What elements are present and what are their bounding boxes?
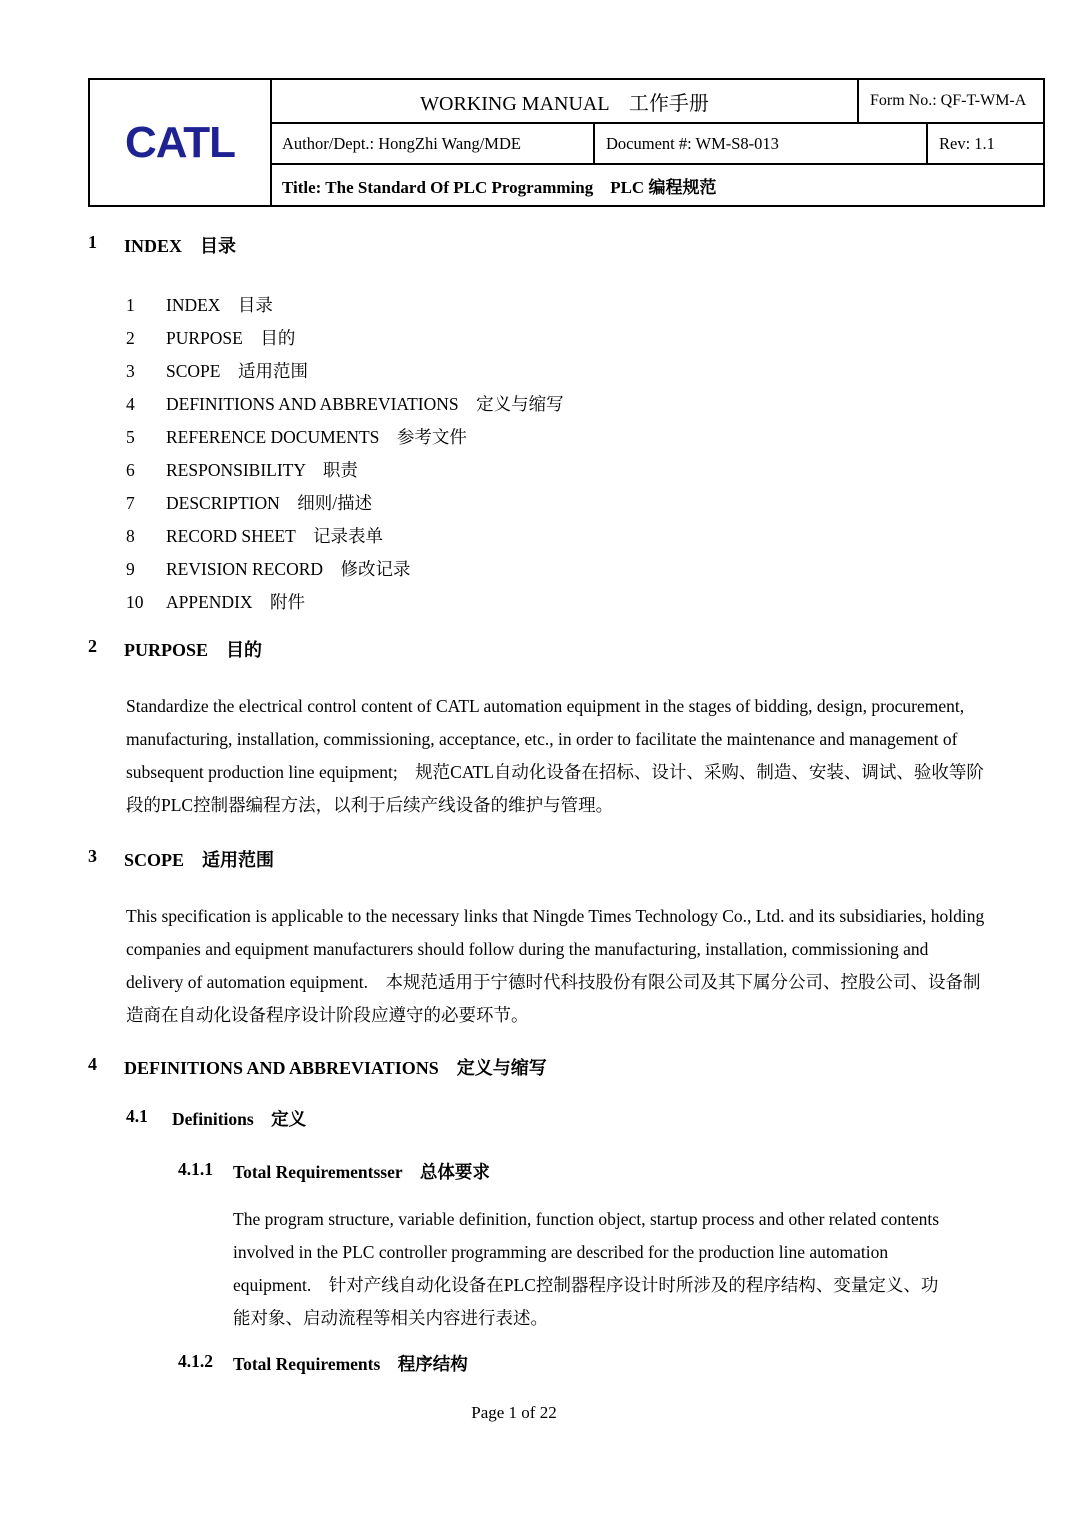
index-item-label: DEFINITIONS AND ABBREVIATIONS 定义与缩写	[166, 394, 564, 414]
index-item	[126, 454, 926, 487]
index-item-label: PURPOSE 目的	[166, 328, 296, 348]
index-item-number: 8	[126, 526, 135, 546]
section-heading-index	[88, 232, 988, 258]
revision: Rev: 1.1	[939, 133, 995, 153]
index-list	[126, 289, 926, 619]
section-number: 2	[88, 636, 97, 656]
index-item-number: 10	[126, 592, 144, 612]
subsection-heading-4-1-2	[178, 1351, 988, 1376]
index-item	[126, 289, 926, 322]
subsection-heading-4-1-1	[178, 1159, 988, 1184]
index-item-number: 7	[126, 493, 135, 513]
form-number: Form No.: QF-T-WM-A	[870, 92, 1027, 109]
header-right	[272, 80, 1043, 205]
author-dept: Author/Dept.: HongZhi Wang/MDE	[272, 124, 595, 163]
index-item	[126, 520, 926, 553]
section-title: Definitions 定义	[172, 1109, 307, 1129]
section-title: DEFINITIONS AND ABBREVIATIONS 定义与缩写	[124, 1058, 547, 1078]
index-item-number: 3	[126, 361, 135, 381]
section-heading-scope	[88, 846, 988, 872]
index-item	[126, 487, 926, 520]
section-number: 4	[88, 1054, 97, 1074]
total-requirements-paragraph: The program structure, variable definition, function object, startup process and other related contents involved in the PLC controller programming are described for the production line automation equipment. 针对产线自动化设备在PLC控制器程序设计时所涉及的程序结构、变量定义、功能对象、启动流程等相关内容进行表述。	[233, 1209, 944, 1328]
section-number: 1	[88, 232, 97, 252]
index-item-label: SCOPE 适用范围	[166, 361, 308, 381]
index-item-number: 4	[126, 394, 135, 414]
index-item-label: APPENDIX 附件	[166, 592, 306, 612]
logo-cell	[90, 80, 272, 205]
index-item-number: 2	[126, 328, 135, 348]
manual-title: WORKING MANUAL 工作手册	[272, 80, 859, 122]
index-item	[126, 322, 926, 355]
index-item-label: REFERENCE DOCUMENTS 参考文件	[166, 427, 467, 447]
header-row-1	[272, 80, 1043, 124]
section-number: 4.1	[126, 1106, 148, 1126]
header-row-3	[272, 165, 1043, 205]
index-item	[126, 586, 926, 619]
section-title: PURPOSE 目的	[124, 640, 263, 660]
subsection-heading-4-1	[126, 1106, 986, 1131]
index-item-label: REVISION RECORD 修改记录	[166, 559, 411, 579]
page-number: Page 1 of 22	[471, 1403, 557, 1422]
index-item	[126, 553, 926, 586]
section-title: Total Requirements 程序结构	[233, 1354, 468, 1374]
index-item-label: RESPONSIBILITY 职责	[166, 460, 358, 480]
index-item-label: RECORD SHEET 记录表单	[166, 526, 383, 546]
section-number: 4.1.2	[178, 1351, 213, 1371]
section-heading-purpose	[88, 636, 988, 662]
header-row-2	[272, 124, 1043, 165]
catl-logo: CATL	[124, 117, 236, 167]
index-item	[126, 388, 926, 421]
index-item-number: 1	[126, 295, 135, 315]
index-item	[126, 355, 926, 388]
index-item	[126, 421, 926, 454]
index-item-label: INDEX 目录	[166, 295, 273, 315]
index-item-number: 5	[126, 427, 135, 447]
section-number: 4.1.1	[178, 1159, 213, 1179]
scope-paragraph: This specification is applicable to the necessary links that Ningde Times Technology Co., Ltd. and its subsidiaries, holding companies and equipment manufacturers should follow during the manufacturing, installation, commissioning and delivery of automation equipment. 本规范适用于宁德时代科技股份有限公司及其下属分公司、控股公司、设备制造商在自动化设备程序设计阶段应遵守的必要环节。	[126, 906, 989, 1025]
index-item-number: 9	[126, 559, 135, 579]
header-table	[88, 78, 1045, 207]
index-item-number: 6	[126, 460, 135, 480]
document-number: Document #: WM-S8-013	[595, 124, 928, 163]
section-heading-definitions	[88, 1054, 988, 1080]
index-item-label: DESCRIPTION 细则/描述	[166, 493, 373, 513]
document-title: Title: The Standard Of PLC Programming PLC 编程规范	[282, 177, 717, 197]
section-number: 3	[88, 846, 97, 866]
purpose-paragraph: Standardize the electrical control content of CATL automation equipment in the stages of bidding, design, procurement, manufacturing, installation, commissioning, acceptance, etc., in order to facilitate the maintenance and management of subsequent production line equipment; 规范CATL自动化设备在招标、设计、采购、制造、安装、调试、验收等阶段的PLC控制器编程方法，以利于后续产线设备的维护与管理。	[126, 696, 984, 815]
section-title: INDEX 目录	[124, 236, 237, 256]
section-title: SCOPE 适用范围	[124, 850, 275, 870]
section-title: Total Requirementsser 总体要求	[233, 1162, 490, 1182]
